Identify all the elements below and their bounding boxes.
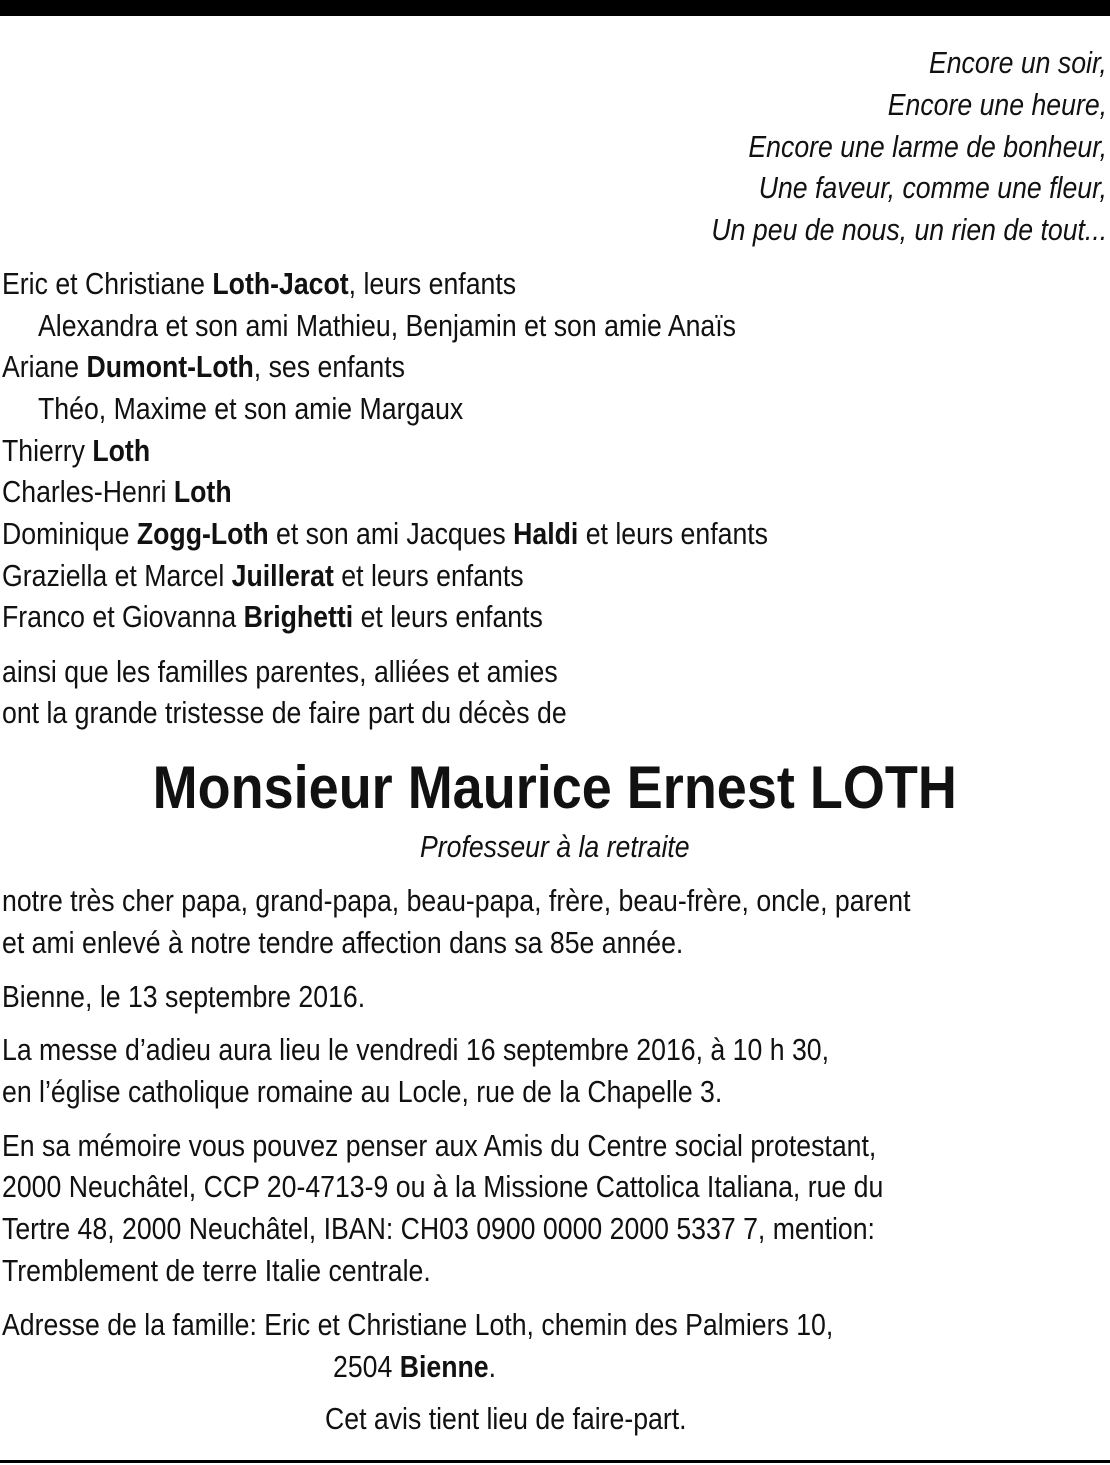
closing-note: Cet avis tient lieu de faire-part. (325, 1401, 687, 1436)
family-surname: Juillerat (231, 558, 334, 593)
donation-line-2: 2000 Neuchâtel, CCP 20-4713-9 ou à la Missione Cattolica Italiana, rue du (2, 1169, 884, 1204)
donation-line-1: En sa mémoire vous pouvez penser aux Amis du Centre social protestant, (2, 1128, 877, 1163)
family-surname: Zogg-Loth (136, 516, 269, 551)
family-text: et leurs enfants (333, 558, 524, 593)
family-text: Thierry (2, 433, 93, 468)
deceased-name-text: Monsieur Maurice Ernest LOTH (152, 754, 958, 821)
address-line-1: Adresse de la famille: Eric et Christiane Loth, chemin des Palmiers 10, (2, 1307, 834, 1342)
family-text: Eric et Christiane (2, 266, 213, 301)
desc-line-2: et ami enlevé à notre tendre affection dans sa 85e année. (2, 925, 684, 960)
poem-line-5: Un peu de nous, un rien de tout... (711, 212, 1107, 247)
family-surname: Haldi (513, 516, 579, 551)
poem-line-1: Encore un soir, (929, 45, 1107, 80)
mass-line-1: La messe d’adieu aura lieu le vendredi 16 septembre 2016, à 10 h 30, (2, 1032, 830, 1067)
family-line-2: Alexandra et son ami Mathieu, Benjamin et son amie Anaïs (38, 308, 736, 343)
family-line-3 (2, 346, 405, 388)
family-text: et son ami Jacques (268, 516, 514, 551)
desc-line-1: notre très cher papa, grand-papa, beau-papa, frère, beau-frère, oncle, parent (2, 883, 911, 918)
place-date: Bienne, le 13 septembre 2016. (2, 979, 366, 1014)
poem-line-3: Encore une larme de bonheur, (748, 129, 1107, 164)
donation-line-4: Tremblement de terre Italie centrale. (2, 1253, 431, 1288)
deceased-role-text: Professeur à la retraite (420, 829, 690, 864)
family-text: et leurs enfants (353, 599, 543, 634)
family-text: Dominique (2, 516, 137, 551)
family-line-7 (2, 513, 768, 555)
family-line-4: Théo, Maxime et son amie Margaux (38, 391, 464, 426)
family-surname: Loth (92, 433, 151, 468)
family-surname: Loth (173, 474, 232, 509)
mass-line-2: en l’église catholique romaine au Locle, rue de la Chapelle 3. (2, 1074, 723, 1109)
bottom-rule (0, 1460, 1110, 1463)
family-line-9 (2, 596, 543, 638)
family-line-1 (2, 263, 516, 305)
poem-line-4: Une faveur, comme une fleur, (758, 170, 1107, 205)
address-punct: . (488, 1349, 497, 1384)
family-text: , leurs enfants (348, 266, 517, 301)
family-text: , ses enfants (253, 349, 405, 384)
address-line-2 (333, 1346, 496, 1388)
family-text: et leurs enfants (578, 516, 769, 551)
family-text: Graziella et Marcel (2, 558, 232, 593)
donation-line-3: Tertre 48, 2000 Neuchâtel, IBAN: CH03 0900 0000 2000 5337 7, mention: (2, 1211, 875, 1246)
family-surname: Loth-Jacot (212, 266, 349, 301)
family-text: Charles-Henri (2, 474, 174, 509)
poem-line-2: Encore une heure, (887, 87, 1107, 122)
intro-line-2: ont la grande tristesse de faire part du décès de (2, 695, 567, 730)
deceased-name (0, 752, 1110, 824)
intro-line-1: ainsi que les familles parentes, alliées et amies (2, 654, 558, 689)
address-city: Bienne (399, 1349, 489, 1384)
family-text: Ariane (2, 349, 87, 384)
family-text: Franco et Giovanna (2, 599, 244, 634)
family-surname: Brighetti (243, 599, 354, 634)
address-postcode: 2504 (333, 1349, 400, 1384)
family-line-6 (2, 471, 232, 513)
top-rule (0, 0, 1110, 16)
deceased-role (0, 826, 1110, 868)
family-line-8 (2, 555, 524, 597)
family-surname: Dumont-Loth (86, 349, 254, 384)
family-line-5 (2, 430, 150, 472)
